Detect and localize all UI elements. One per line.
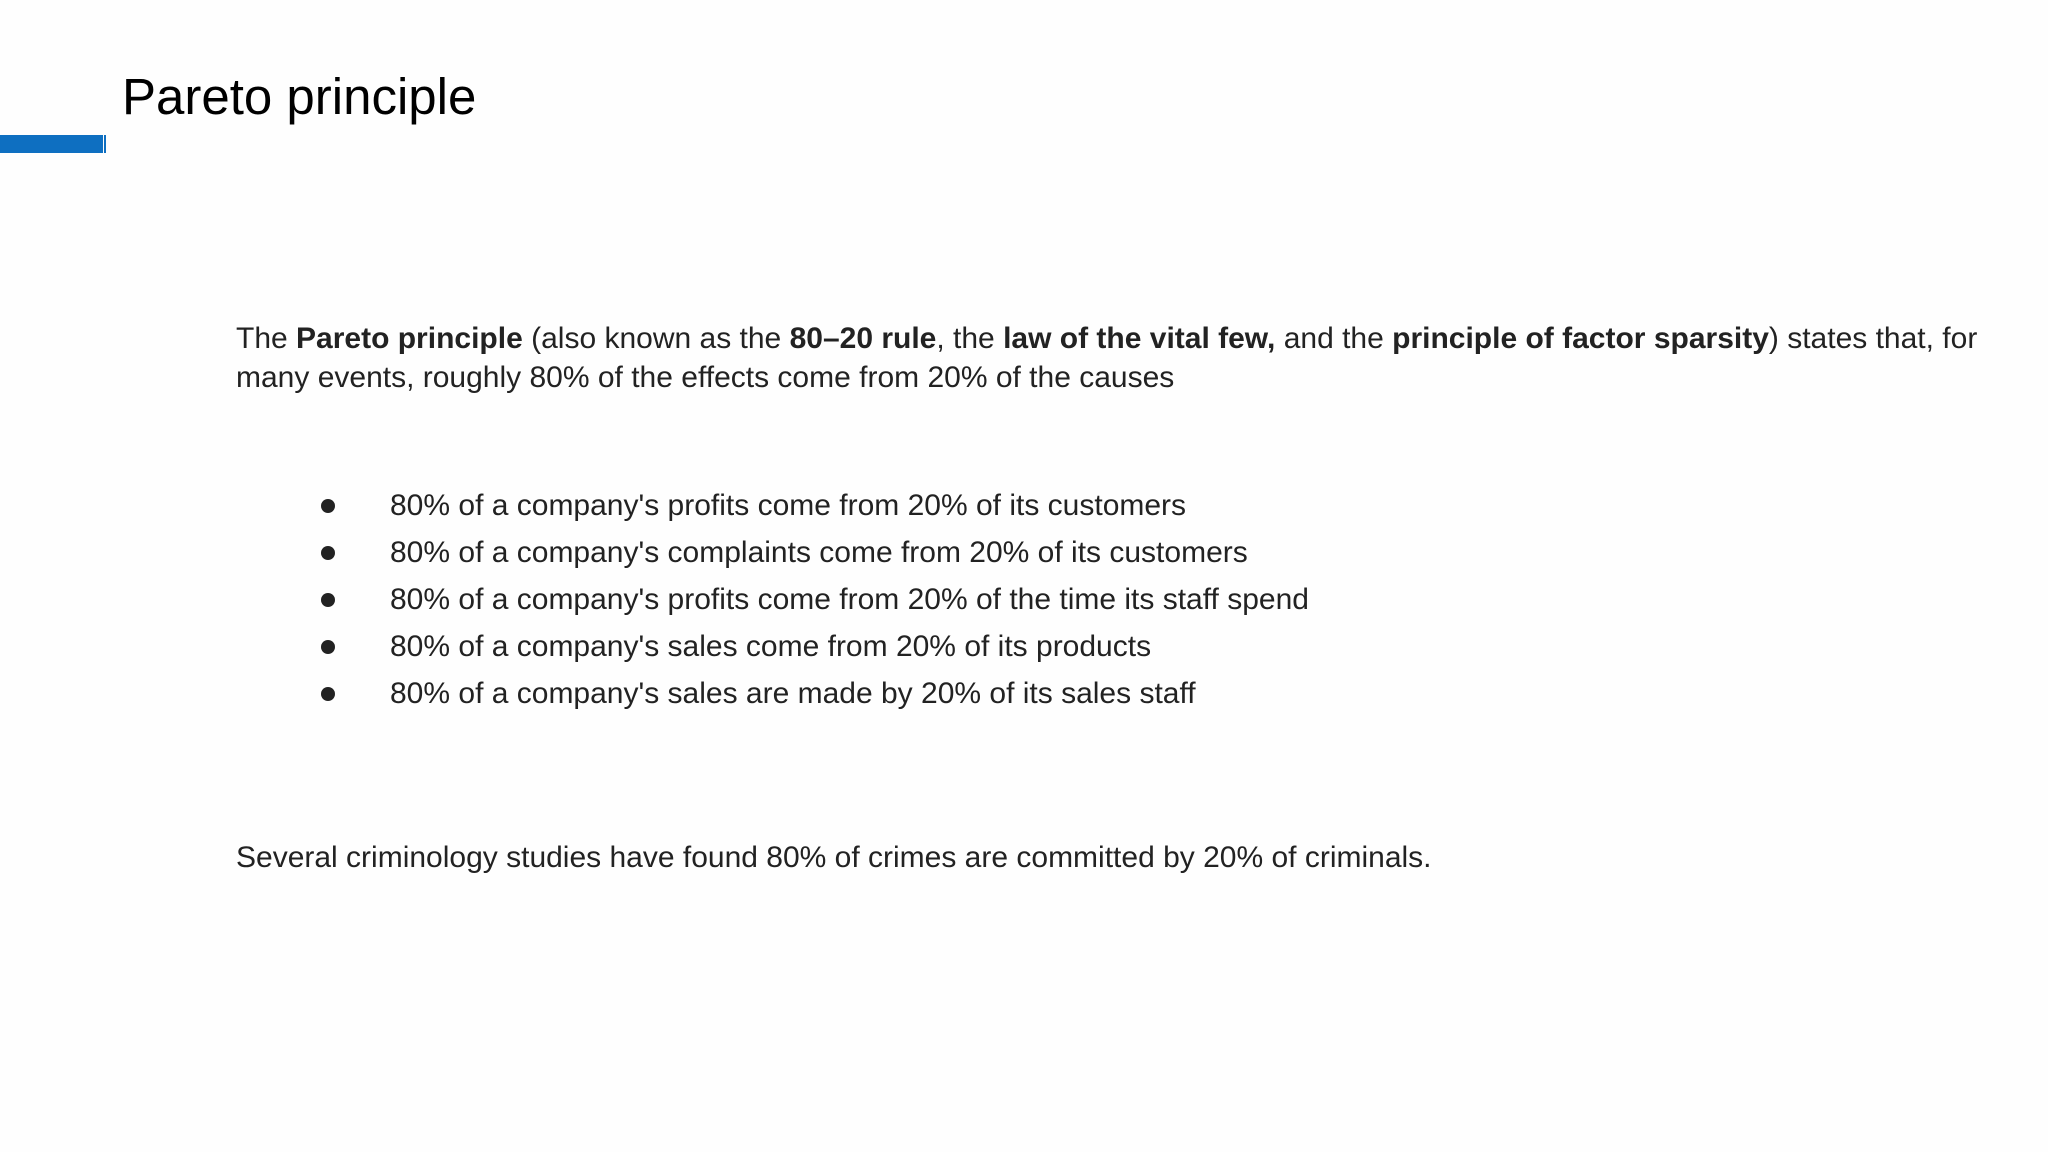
closing-paragraph: Several criminology studies have found 80% of crimes are committed by 20% of criminals. <box>236 841 1432 874</box>
bullet-dot-icon <box>321 499 335 513</box>
bullet-text: 80% of a company's sales are made by 20% of its sales staff <box>390 677 1196 710</box>
bullet-dot-icon <box>321 687 335 701</box>
intro-bold-80-20-rule: 80–20 rule <box>789 322 937 355</box>
intro-paragraph <box>236 319 1996 397</box>
bullet-dot-icon <box>321 640 335 654</box>
bullet-item <box>236 576 1836 623</box>
bullet-text: 80% of a company's sales come from 20% of its products <box>390 630 1152 663</box>
intro-text-4: and the <box>1275 322 1393 355</box>
intro-text-3: , the <box>936 322 1004 355</box>
bullet-text: 80% of a company's profits come from 20% of the time its staff spend <box>390 583 1309 616</box>
intro-bold-factor-sparsity: principle of factor sparsity <box>1392 322 1769 355</box>
intro-text-2: (also known as the <box>522 322 790 355</box>
bullet-list <box>236 482 1836 717</box>
title-accent-tick <box>104 135 106 153</box>
bullet-item <box>236 670 1836 717</box>
intro-text-1: The <box>236 322 297 355</box>
bullet-dot-icon <box>321 593 335 607</box>
bullet-text: 80% of a company's profits come from 20% of its customers <box>390 489 1187 522</box>
bullet-item <box>236 623 1836 670</box>
bullet-item <box>236 529 1836 576</box>
title-accent-bar <box>0 135 103 153</box>
slide-title: Pareto principle <box>122 68 477 125</box>
intro-bold-law-of-vital-few: law of the vital few, <box>1003 322 1276 355</box>
bullet-text: 80% of a company's complaints come from 20% of its customers <box>390 536 1248 569</box>
intro-bold-pareto-principle: Pareto principle <box>296 322 523 355</box>
intro-text-5: ) states that, for many events, roughly 80% of the effects come from 20% of the causes <box>236 322 1978 394</box>
bullet-item <box>236 482 1836 529</box>
bullet-dot-icon <box>321 546 335 560</box>
